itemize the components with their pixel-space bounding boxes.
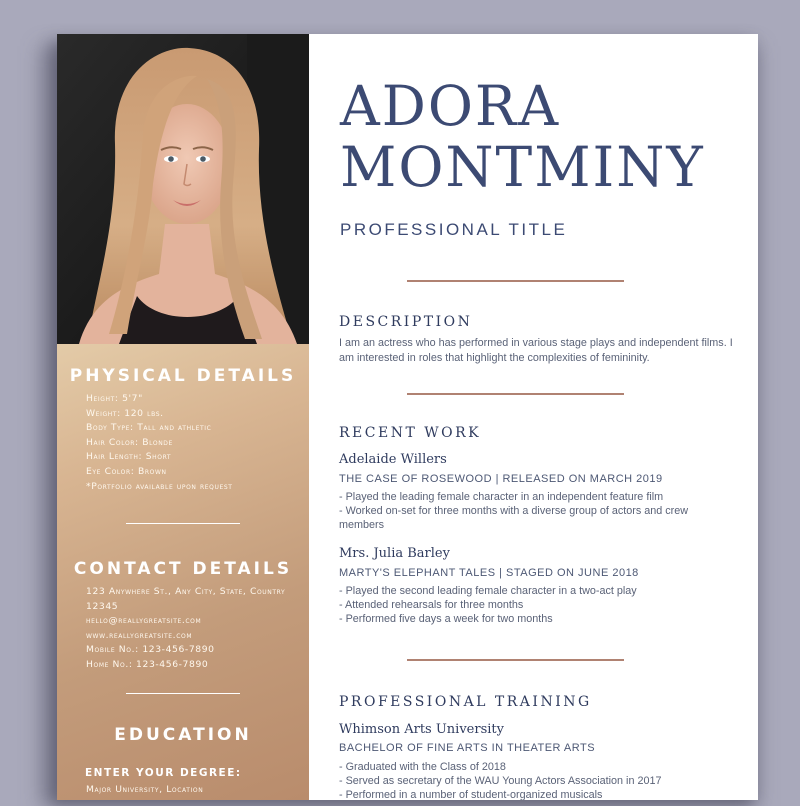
list-item: *Portfolio available upon request [86, 480, 233, 492]
education-list [86, 783, 309, 798]
job-bullets [339, 584, 734, 626]
job-subtitle: THE CASE OF ROSEWOOD | RELEASED ON MARCH 2019 [339, 473, 663, 485]
physical-details-list [86, 392, 309, 494]
contact-details-heading: CONTACT DETAILS [73, 559, 293, 579]
job-title: Adelaide Willers [339, 452, 447, 467]
profile-photo [57, 34, 309, 344]
section-divider [407, 280, 624, 282]
home-number: Home No.: 123-456-7890 [86, 658, 209, 670]
training-school: Whimson Arts University [339, 722, 504, 737]
contact-details-list [86, 585, 309, 673]
list-item: Weight: 120 lbs. [86, 407, 164, 419]
recent-work-heading: RECENT WORK [339, 425, 482, 441]
list-item: Body Type: Tall and athletic [86, 422, 212, 434]
description-text: I am an actress who has performed in various stage plays and independent films. I am interested in roles that highlight the complexities of femininity. [339, 337, 733, 364]
email-text: hello@reallygreatsite.com [86, 615, 202, 627]
list-item: - Graduated with the Class of 2018 [339, 761, 506, 773]
list-item: - Attended rehearsals for three months [339, 599, 524, 611]
physical-details-section [57, 366, 309, 494]
website-text: www.reallygreatsite.com [86, 629, 193, 641]
training-heading: PROFESSIONAL TRAINING [339, 694, 592, 710]
contact-details-section [57, 559, 309, 673]
section-divider [407, 659, 624, 661]
list-item: - Played the leading female character in an independent feature film [339, 491, 664, 503]
job-bullets [339, 490, 734, 532]
sidebar [57, 34, 309, 800]
education-school: Major University, Location [86, 784, 204, 795]
list-item: - Performed five days a week for two months [339, 613, 553, 625]
training-bullets [339, 760, 734, 800]
resume-page [57, 34, 758, 800]
address-postcode: 12345 [86, 600, 119, 612]
list-item: Height: 5'7" [86, 393, 143, 404]
list-item: - Performed in a number of student-organized musicals [339, 789, 603, 800]
list-item: Hair Color: Blonde [86, 436, 173, 448]
list-item: - Worked on-set for three months with a diverse group of actors and crew members [339, 505, 689, 531]
sidebar-divider [126, 523, 240, 524]
first-name: ADORA [340, 74, 561, 138]
education-section [57, 725, 309, 798]
list-item: Hair Length: Short [86, 451, 172, 463]
list-item: - Played the second leading female character in a two-act play [339, 585, 637, 597]
main-content [309, 34, 758, 800]
job-subtitle: MARTY'S ELEPHANT TALES | STAGED ON JUNE 2018 [339, 567, 639, 579]
mobile-number: Mobile No.: 123-456-7890 [86, 644, 215, 656]
physical-details-heading: PHYSICAL DETAILS [69, 366, 297, 386]
address-line: 123 Anywhere St., Any City, State, Country [86, 586, 286, 597]
sidebar-divider [126, 693, 240, 694]
training-degree: BACHELOR OF FINE ARTS IN THEATER ARTS [339, 742, 596, 754]
description-heading: DESCRIPTION [339, 314, 473, 330]
list-item: Eye Color: Brown [86, 465, 167, 477]
professional-title: PROFESSIONAL TITLE [340, 220, 568, 239]
list-item: - Served as secretary of the WAU Young Actors Association in 2017 [339, 775, 662, 787]
job-title: Mrs. Julia Barley [339, 546, 450, 561]
education-heading: EDUCATION [114, 725, 252, 745]
section-divider [407, 393, 624, 395]
education-degree: ENTER YOUR DEGREE: [85, 767, 242, 779]
last-name: MONTMINY [340, 135, 705, 199]
